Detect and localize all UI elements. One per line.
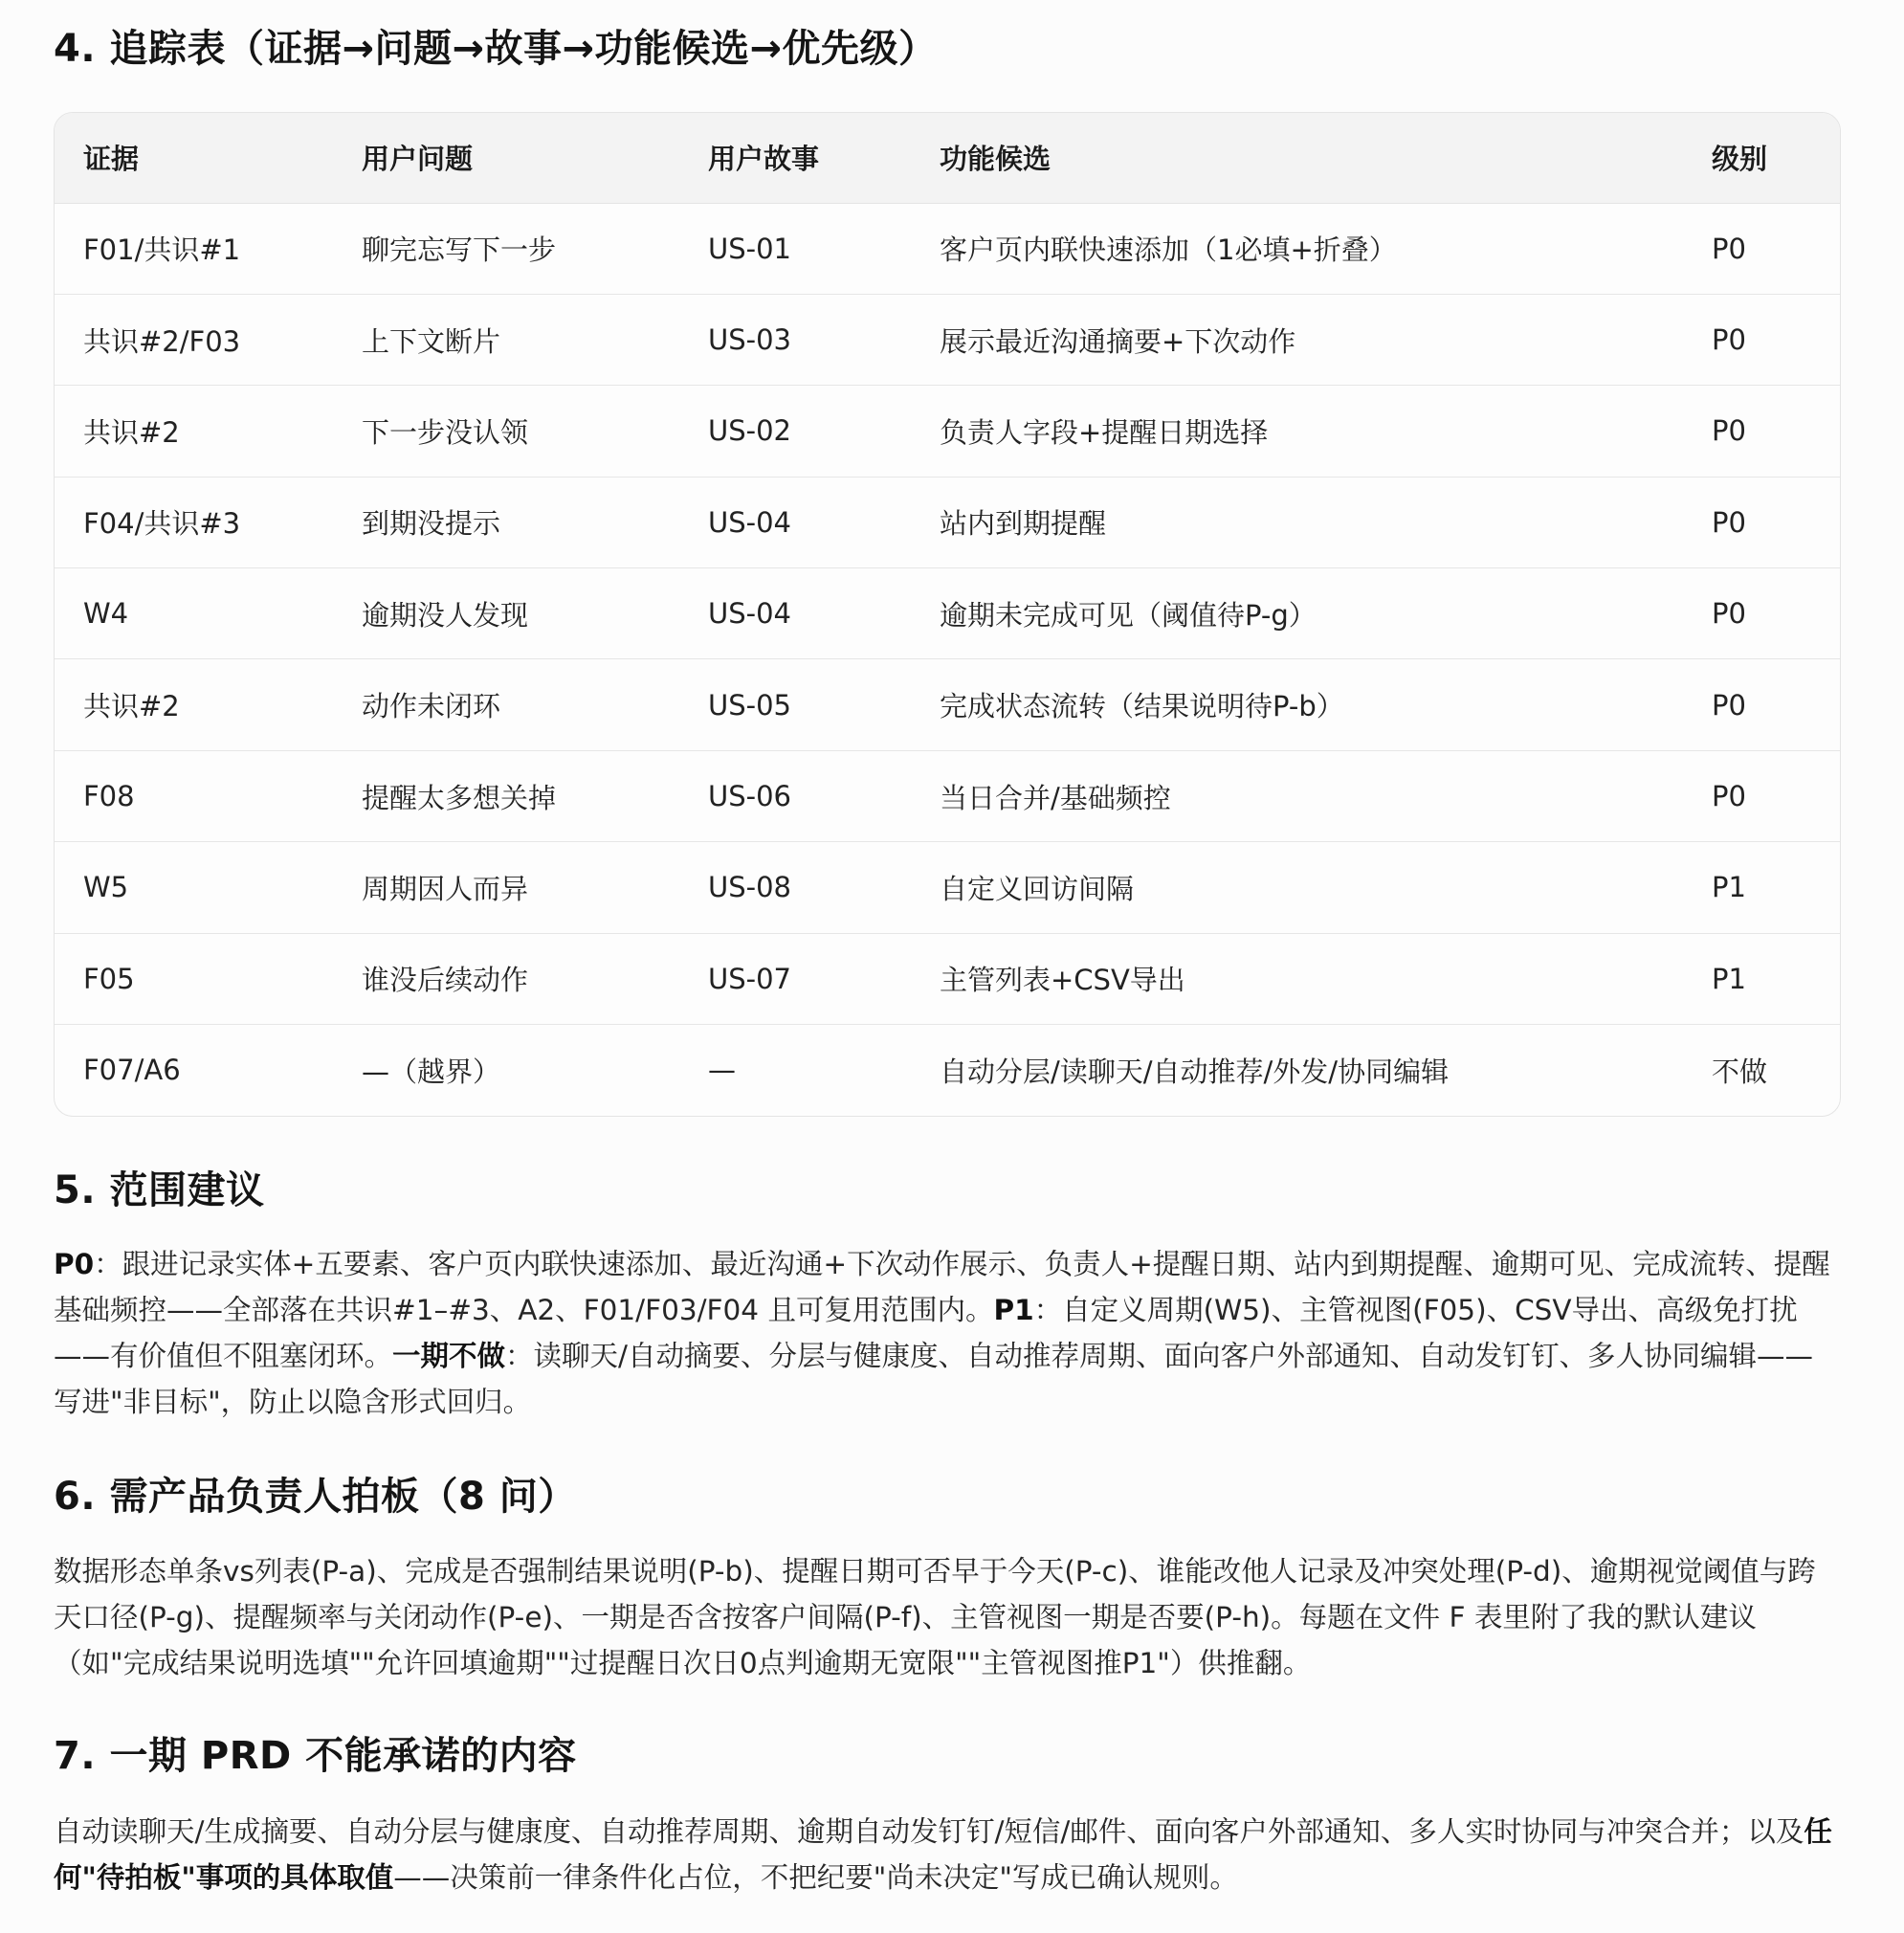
cell-evidence: 共识#2 [55,386,333,477]
cell-priority: P0 [1683,750,1840,841]
cell-priority: P0 [1683,477,1840,567]
cell-feature-candidate: 自定义回访间隔 [911,842,1683,933]
cell-user-problem: 动作未闭环 [333,659,679,750]
cell-user-problem: 上下文断片 [333,294,679,385]
table-row [55,294,1840,385]
non-commitments-text-b: ——决策前一律条件化占位，不把纪要"尚未决定"写成已确认规则。 [393,1861,1238,1894]
cell-user-problem: 提醒太多想关掉 [333,750,679,841]
cell-priority: P0 [1683,386,1840,477]
cell-feature-candidate: 负责人字段+提醒日期选择 [911,386,1683,477]
cell-priority: P0 [1683,568,1840,659]
table-header-row [55,113,1840,203]
cell-evidence: F01/共识#1 [55,203,333,294]
cell-evidence: W4 [55,568,333,659]
section-5-heading: 5. 范围建议 [54,1168,265,1212]
cell-user-story: US-05 [679,659,911,750]
cell-evidence: W5 [55,842,333,933]
cell-priority: P1 [1683,933,1840,1024]
cell-feature-candidate: 自动分层/读聊天/自动推荐/外发/协同编辑 [940,1055,1450,1088]
cell-user-story: — [708,1054,736,1087]
p1-text: ：自定义周期(W5)、主管视图(F05)、CSV导出、高级免打扰——有价值但不阻塞闭环。 [54,1294,1798,1372]
cell-evidence: F08 [55,750,333,841]
cell-feature-candidate: 站内到期提醒 [911,477,1683,567]
cell-user-story: US-04 [679,477,911,567]
not-doing-label: 一期不做 [392,1340,506,1372]
cell-user-problem: 逾期没人发现 [333,568,679,659]
section-7-heading: 7. 一期 PRD 不能承诺的内容 [54,1734,577,1778]
trace-table-container [54,112,1841,1117]
column-header-priority: 级别 [1683,113,1840,203]
table-row [55,477,1840,567]
column-header-feature-candidate: 功能候选 [911,113,1683,203]
cell-evidence: F07/A6 [83,1054,181,1087]
cell-feature-candidate: 展示最近沟通摘要+下次动作 [911,294,1683,385]
cell-evidence: 共识#2/F03 [55,294,333,385]
cell-evidence: F05 [55,933,333,1024]
trace-table [55,113,1840,1116]
cell-feature-candidate: 完成状态流转（结果说明待P-b） [911,659,1683,750]
table-row [55,386,1840,477]
table-row [55,750,1840,841]
cell-user-story: US-06 [679,750,911,841]
cell-user-problem: —（越界） [362,1055,501,1088]
p0-label: P0 [54,1248,95,1280]
cell-user-story: US-02 [679,386,911,477]
section-4-heading: 4. 追踪表（证据→问题→故事→功能候选→优先级） [54,27,938,71]
cell-user-problem: 谁没后续动作 [333,933,679,1024]
decision-questions-paragraph: 数据形态单条vs列表(P-a)、完成是否强制结果说明(P-b)、提醒日期可否早于今天(P-c)、谁能改他人记录及冲突处理(P-d)、逾期视觉阈值与跨天口径(P-g)、提醒频率与关闭动作(P-e)、一期是否含按客户间隔(P-f)、主管视图一期是否要(P-h)。每题在文件 F 表里附了我的默认建议（如"完成结果说明选填""允许回填逾期""过提醒日次日0点判逾期无宽限""主管视图推P1"）供推翻。 [54,1555,1816,1679]
cell-evidence: 共识#2 [55,659,333,750]
cell-user-story: US-03 [679,294,911,385]
cell-evidence: F04/共识#3 [55,477,333,567]
column-header-user-problem: 用户问题 [333,113,679,203]
table-row [55,659,1840,750]
cell-user-problem: 聊完忘写下一步 [333,203,679,294]
p1-label: P1 [993,1294,1034,1326]
non-commitments-text-a: 自动读聊天/生成摘要、自动分层与健康度、自动推荐周期、逾期自动发钉钉/短信/邮件、面向客户外部通知、多人实时协同与冲突合并；以及 [54,1815,1804,1848]
non-commitments-paragraph [54,1809,1841,1900]
cell-user-problem: 到期没提示 [333,477,679,567]
table-row [55,1025,1840,1116]
cell-priority: P1 [1683,842,1840,933]
cell-feature-candidate: 客户页内联快速添加（1必填+折叠） [911,203,1683,294]
cell-priority: P0 [1683,203,1840,294]
non-commitments-bold: 任何"待拍板"事项的具体取值 [54,1815,1832,1894]
column-header-user-story: 用户故事 [679,113,911,203]
table-row [55,203,1840,294]
table-row [55,933,1840,1024]
cell-user-problem: 下一步没认领 [333,386,679,477]
cell-feature-candidate: 当日合并/基础频控 [911,750,1683,841]
table-row [55,842,1840,933]
cell-feature-candidate: 主管列表+CSV导出 [911,933,1683,1024]
cell-priority: P0 [1683,659,1840,750]
cell-feature-candidate: 逾期未完成可见（阈值待P-g） [911,568,1683,659]
cell-user-problem: 周期因人而异 [333,842,679,933]
cell-priority: 不做 [1712,1055,1768,1088]
table-row [55,568,1840,659]
p0-text: ：跟进记录实体+五要素、客户页内联快速添加、最近沟通+下次动作展示、负责人+提醒日期、站内到期提醒、逾期可见、完成流转、提醒基础频控——全部落在共识#1–#3、A2、F01/F03/F04 且可复用范围内。 [54,1248,1830,1326]
cell-priority: P0 [1683,294,1840,385]
cell-user-story: US-01 [679,203,911,294]
column-header-evidence: 证据 [55,113,333,203]
section-6-heading: 6. 需产品负责人拍板（8 问） [54,1475,577,1519]
not-doing-text: ：读聊天/自动摘要、分层与健康度、自动推荐周期、面向客户外部通知、自动发钉钉、多人协同编辑——写进"非目标"，防止以隐含形式回归。 [54,1340,1813,1418]
cell-user-story: US-04 [679,568,911,659]
cell-user-story: US-08 [679,842,911,933]
scope-paragraph [54,1241,1841,1425]
cell-user-story: US-07 [679,933,911,1024]
